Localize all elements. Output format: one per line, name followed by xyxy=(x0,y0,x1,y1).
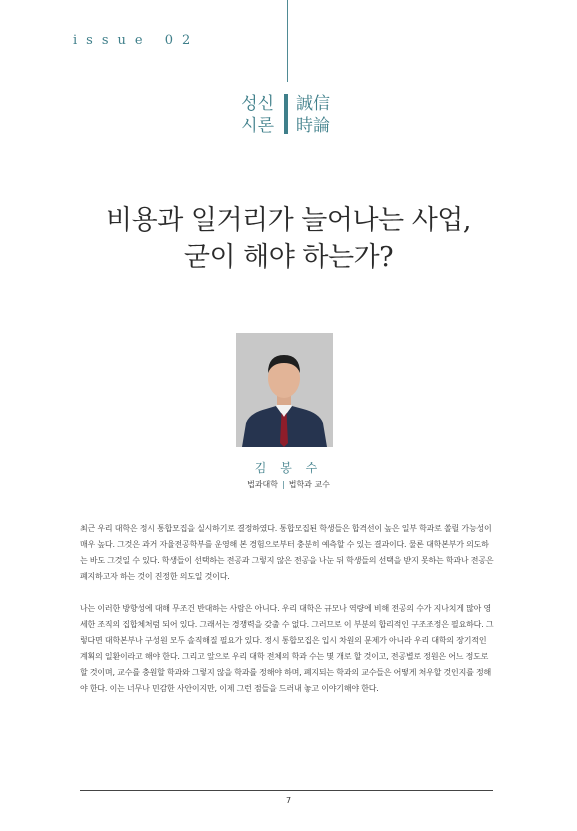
author-portrait-image xyxy=(236,333,333,447)
column-name-korean-line: 성신 xyxy=(241,94,274,114)
top-vertical-rule xyxy=(287,0,288,82)
author-photo xyxy=(236,333,333,447)
article-paragraph: 최근 우리 대학은 정시 통합모집을 실시하기로 결정하였다. 통합모집된 학생들은 합격선이 높은 일부 학과로 쏠릴 가능성이 매우 높다. 그것은 과거 자율전공학부를 운영해 본 경험으로부터 충분히 예측할 수 있는 결과이다. 물론 대학본부가 의도하는 바도 그것일 수 있다. 학생들이 선택하는 전공과 그렇지 않은 전공을 나눈 뒤 학생들의 선택을 받지 못하는 학과나 전공은 폐지하고자 하는 것이 진정한 의도일 것이다. xyxy=(80,524,494,581)
column-name-korean xyxy=(241,93,274,137)
affiliation-separator: | xyxy=(282,480,285,489)
column-name-hanja xyxy=(296,93,330,137)
page-number: 7 xyxy=(285,796,292,805)
article-title xyxy=(0,202,577,276)
column-name-hanja-line: 時論 xyxy=(296,116,330,136)
column-name-hanja-line: 誠信 xyxy=(296,94,330,114)
article-title-line: 굳이 해야 하는가? xyxy=(183,242,394,273)
footer-rule xyxy=(80,790,493,791)
author-college: 법과대학 xyxy=(247,480,279,489)
author-name: 김 봉 수 xyxy=(254,461,323,475)
article-title-line: 비용과 일거리가 늘어나는 사업, xyxy=(106,205,471,236)
author-role: 법학과 교수 xyxy=(288,480,330,489)
column-name-korean-line: 시론 xyxy=(241,116,274,136)
issue-label: issue 02 xyxy=(73,33,200,48)
article-paragraph: 나는 이러한 방향성에 대해 무조건 반대하는 사람은 아니다. 우리 대학은 규모나 역량에 비해 전공의 수가 지나치게 많아 영세한 조직의 집합체처럼 되어 있다. 그래서는 경쟁력을 갖출 수 없다. 그러므로 이 부분의 합리적인 구조조정은 필요하다. 그렇다면 대학본부나 구성원 모두 솔직해질 필요가 있다. 정시 통합모집은 입시 차원의 문제가 아니라 우리 대학의 장기적인 계획의 일환이라고 해야 한다. 그리고 앞으로 우리 대학 전체의 학과 수는 몇 개로 할 것이고, 전공별로 정원은 어느 정도로 할 것이며, 교수를 충원할 학과와 그렇지 않을 학과를 정해야 하며, 폐지되는 학과의 교수들은 어떻게 처우할 것인지를 정해야 한다. 이는 너무나 민감한 사안이지만, 이제 그런 점들을 드러내 놓고 이야기해야 한다. xyxy=(80,604,494,693)
column-divider-bar xyxy=(284,94,288,134)
author-affiliation xyxy=(0,479,577,490)
article-body xyxy=(80,521,496,697)
